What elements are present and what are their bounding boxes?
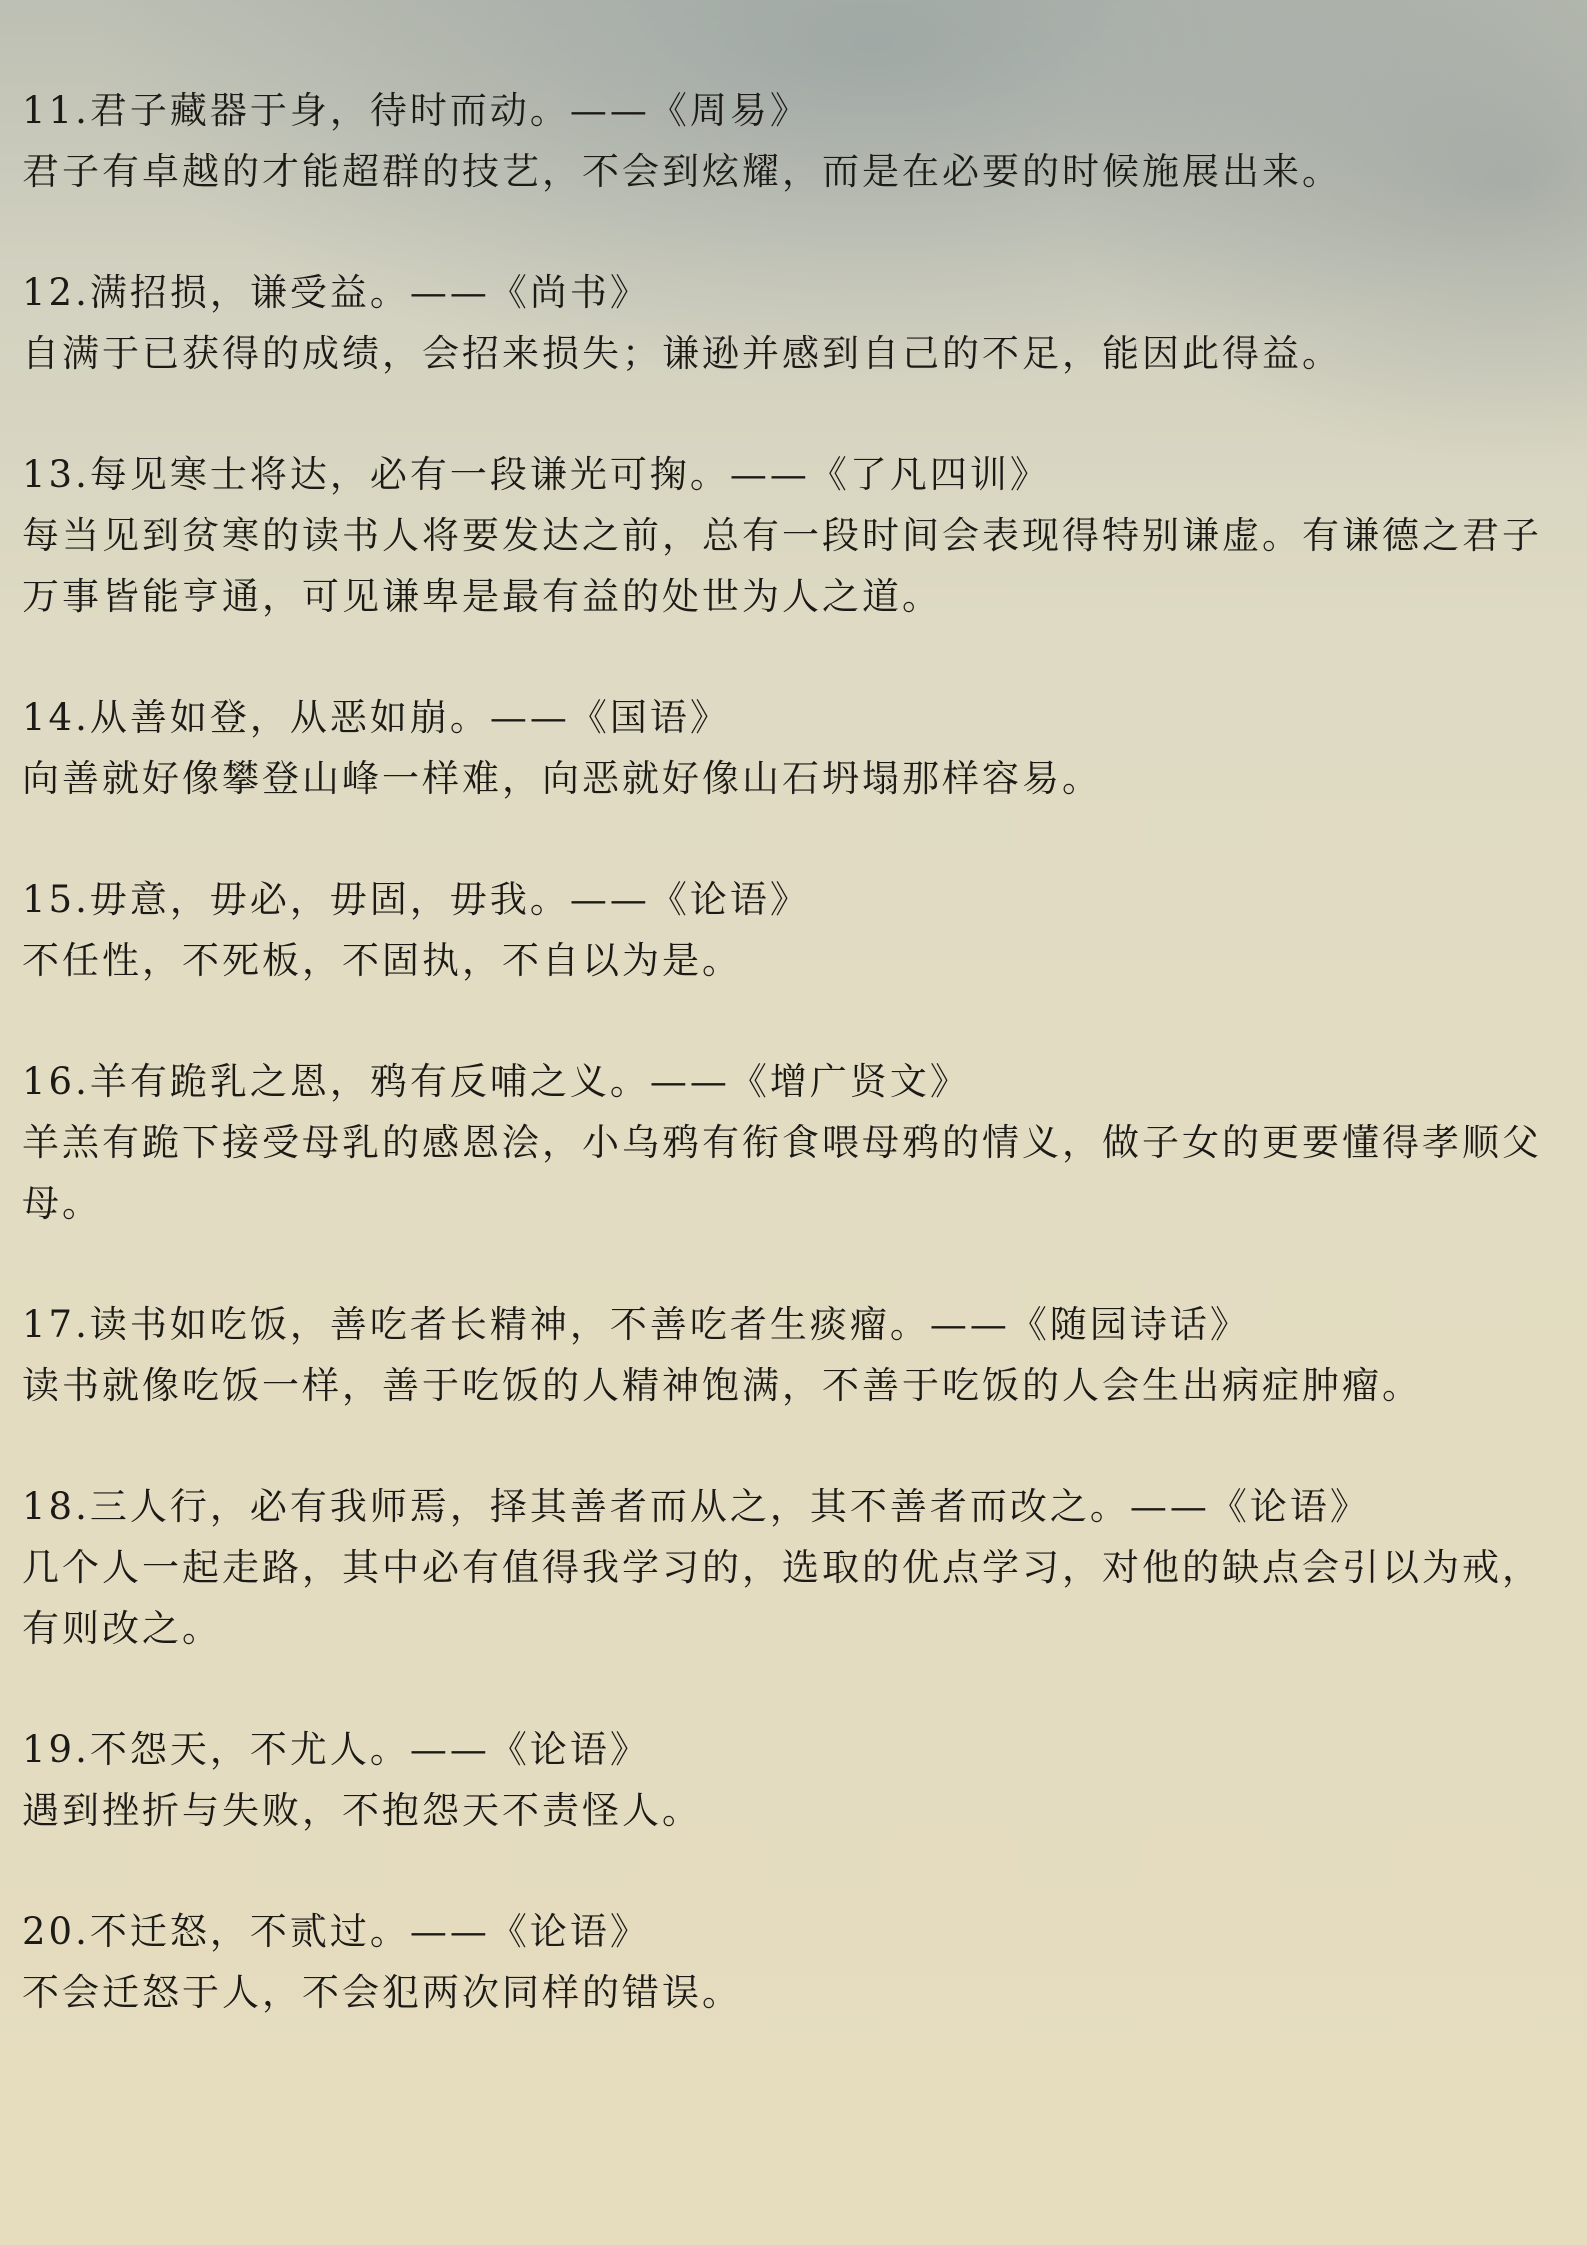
- list-item: [22, 1476, 1567, 1659]
- explanation-text: 不任性，不死板，不固执，不自以为是。: [22, 939, 742, 982]
- quote-text: 17.读书如吃饭，善吃者长精神，不善吃者生痰瘤。——《随园诗话》: [22, 1303, 1250, 1346]
- quote-text: 16.羊有跪乳之恩，鸦有反哺之义。——《增广贤文》: [22, 1060, 970, 1103]
- quote-text: 11.君子藏器于身，待时而动。——《周易》: [22, 89, 810, 132]
- quote-text: 13.每见寒士将达，必有一段谦光可掬。——《了凡四训》: [22, 453, 1050, 496]
- list-item: [22, 80, 1567, 202]
- list-item: [22, 1051, 1567, 1234]
- list-item: [22, 869, 1567, 991]
- quote-text: 19.不怨天，不尤人。——《论语》: [22, 1728, 650, 1771]
- explanation-text: 自满于已获得的成绩，会招来损失；谦逊并感到自己的不足，能因此得益。: [22, 332, 1342, 375]
- list-item: [22, 1294, 1567, 1416]
- quote-text: 15.毋意，毋必，毋固，毋我。——《论语》: [22, 878, 810, 921]
- explanation-text: 读书就像吃饭一样，善于吃饭的人精神饱满，不善于吃饭的人会生出病症肿瘤。: [22, 1364, 1422, 1407]
- quote-text: 18.三人行，必有我师焉，择其善者而从之，其不善者而改之。——《论语》: [22, 1485, 1370, 1528]
- explanation-text: 遇到挫折与失败，不抱怨天不责怪人。: [22, 1789, 702, 1832]
- list-item: [22, 687, 1567, 809]
- explanation-text: 向善就好像攀登山峰一样难，向恶就好像山石坍塌那样容易。: [22, 757, 1102, 800]
- quote-list: [22, 80, 1567, 2083]
- quote-text: 12.满招损，谦受益。——《尚书》: [22, 271, 650, 314]
- explanation-text: 君子有卓越的才能超群的技艺，不会到炫耀，而是在必要的时候施展出来。: [22, 150, 1342, 193]
- explanation-text: 羊羔有跪下接受母乳的感恩浍，小乌鸦有衔食喂母鸦的情义，做子女的更要懂得孝顺父母。: [22, 1121, 1542, 1225]
- explanation-text: 几个人一起走路，其中必有值得我学习的，选取的优点学习，对他的缺点会引以为戒，有则改之。: [22, 1546, 1542, 1650]
- list-item: [22, 262, 1567, 384]
- list-item: [22, 1719, 1567, 1841]
- list-item: [22, 444, 1567, 627]
- list-item: [22, 1901, 1567, 2023]
- quote-text: 20.不迁怒，不贰过。——《论语》: [22, 1910, 650, 1953]
- quote-text: 14.从善如登，从恶如崩。——《国语》: [22, 696, 730, 739]
- explanation-text: 不会迁怒于人，不会犯两次同样的错误。: [22, 1971, 742, 2014]
- explanation-text: 每当见到贫寒的读书人将要发达之前，总有一段时间会表现得特别谦虚。有谦德之君子万事皆能亨通，可见谦卑是最有益的处世为人之道。: [22, 514, 1542, 618]
